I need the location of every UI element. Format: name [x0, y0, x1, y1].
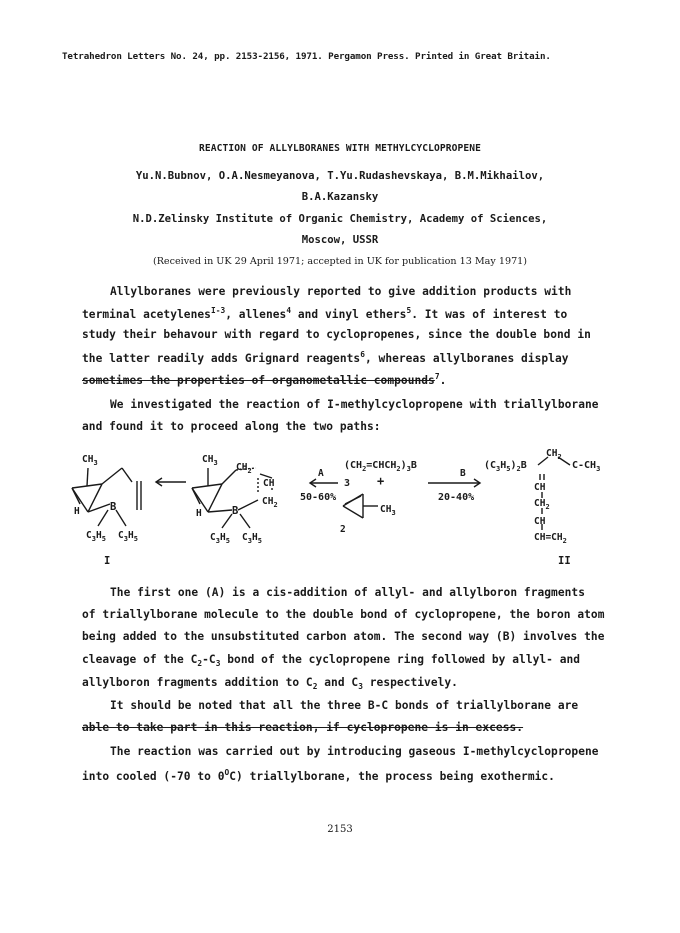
ii-ch: CH: [534, 482, 546, 493]
paper-title: REACTION OF ALLYLBORANES WITH METHYLCYCLOPROPENE: [198, 143, 482, 154]
ts-ch: CH: [263, 478, 275, 489]
ii-borane: $(C_3H_5)_2B$: [484, 460, 527, 473]
ts-boron: B: [232, 505, 239, 517]
num-3: 3: [344, 478, 351, 489]
p3-line-2: of triallylborane molecule to the double bond of cyclopropene, the boron atom: [82, 608, 605, 621]
i-boron: B: [110, 501, 117, 513]
ii-c-ch3: $C-CH_3$: [572, 460, 601, 473]
p2-line-2: and found it to proceed along the two paths:: [82, 420, 381, 433]
i-c3h5-right: $C_3H_5$: [118, 530, 138, 543]
p1-line-2: terminal acetylenes$^{I-3}$, allenes$^4$ and vinyl ethers$^5$. It was of interest to: [82, 306, 568, 321]
p3-line-3: being added to the unsubstituted carbon atom. The second way (B) involves the: [82, 630, 605, 643]
affiliation-line-1: N.D.Zelinsky Institute of Organic Chemistry, Academy of Sciences,: [132, 213, 548, 225]
page-number: 2153: [327, 824, 353, 835]
ts-ch2-top: $CH_2$: [236, 462, 252, 475]
label-path-b: B: [460, 468, 466, 479]
i-ch3: $CH_3$: [82, 454, 98, 467]
ii-ch2-top: $CH_2$: [546, 448, 562, 461]
compound-label-i: I: [104, 555, 111, 567]
p1-line-1: Allylboranes were previously reported to give addition products with: [110, 285, 572, 298]
num-2: 2: [340, 524, 346, 535]
label-path-a: A: [318, 468, 324, 479]
i-hydrogen: H: [74, 506, 80, 517]
journal-header: Tetrahedron Letters No. 24, pp. 2153-2156, 1971. Pergamon Press. Printed in Great Britain.: [62, 51, 551, 62]
ts-ch2-bottom: $CH_2$: [262, 496, 278, 509]
p1-line-5: sometimes the properties of organometallic compounds$^7$.: [82, 372, 447, 387]
p5-line-1: The reaction was carried out by introducing gaseous I-methylcyclopropene: [110, 745, 599, 758]
received-note: (Received in UK 29 April 1971; accepted in UK for publication 13 May 1971): [152, 256, 528, 267]
ts-c3h5-left: $C_3H_5$: [210, 532, 230, 545]
authors-line-1: Yu.N.Bubnov, O.A.Nesmeyanova, T.Yu.Rudashevskaya, B.M.Mikhailov,: [135, 170, 545, 182]
reaction-scheme: [60, 448, 620, 574]
p3-line-5: allylboron fragments addition to $C_2$ and $C_3$ respectively.: [82, 676, 458, 691]
p4-line-2: able to take part in this reaction, if cyclopropene is in excess.: [82, 721, 524, 734]
p2-line-1: We investigated the reaction of I-methylcyclopropene with triallylborane: [110, 398, 599, 411]
ts-ch3: $CH_3$: [202, 454, 218, 467]
p1-line-4: the latter readily adds Grignard reagents$^6$, whereas allylboranes display: [82, 350, 569, 365]
ts-hydrogen: H: [196, 508, 202, 519]
ii-ch2: $CH_2$: [534, 498, 550, 511]
p3-line-4: cleavage of the $C_2-C_3$ bond of the cyclopropene ring followed by allyl- and: [82, 653, 581, 668]
compound-label-ii: II: [558, 555, 571, 567]
ts-c3h5-right: $C_3H_5$: [242, 532, 262, 545]
plus-sign: +: [377, 474, 385, 488]
p5-line-2: into cooled (-70 to $0^OC$) triallylborane, the process being exothermic.: [82, 768, 555, 783]
yield-path-a: 50-60%: [300, 492, 337, 503]
p4-line-1: It should be noted that all the three B-C bonds of triallylborane are: [110, 699, 579, 712]
ii-ch-chain: CH: [534, 516, 546, 527]
i-c3h5-left: $C_3H_5$: [86, 530, 106, 543]
reagent-triallylborane: $(CH_2=CHCH_2)_3B$: [344, 460, 417, 473]
yield-path-b: 20-40%: [438, 492, 475, 503]
p3-line-1: The first one (A) is a cis-addition of allyl- and allylboron fragments: [110, 586, 585, 599]
affiliation-line-2: Moscow, USSR: [301, 234, 379, 246]
authors-line-2: B.A.Kazansky: [301, 191, 379, 203]
ii-ch-ch2: $CH=CH_2$: [534, 532, 567, 545]
reagent-ch3: $CH_3$: [380, 504, 396, 517]
p1-line-3: study their behavour with regard to cyclopropenes, since the double bond in: [82, 328, 591, 341]
